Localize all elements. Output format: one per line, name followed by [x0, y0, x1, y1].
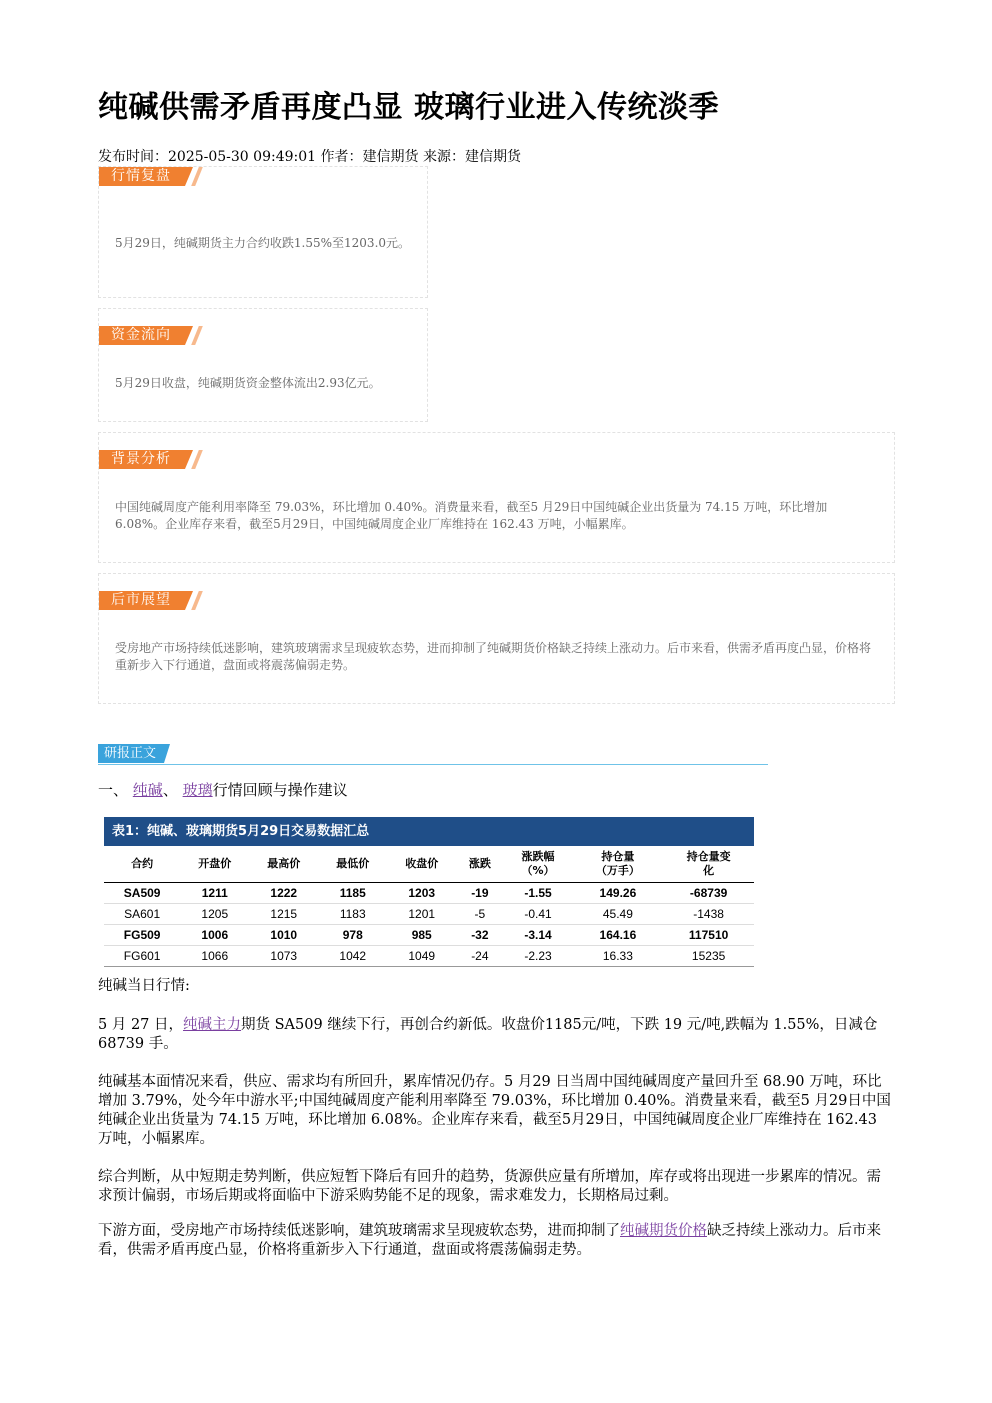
- col-header: 涨跌: [456, 846, 503, 883]
- card-text: 中国纯碱周度产能利用率降至 79.03%，环比增加 0.40%。消费量来看，截至5 月29日中国纯碱企业出货量为 74.15 万吨，环比增加 6.08%。企业库存来看，截至5月29日，中国纯碱周度企业厂库维持在 162.43 万吨，小幅累库。: [115, 500, 828, 531]
- cell: 117510: [663, 925, 754, 946]
- card-text: 5月29日收盘，纯碱期货资金整体流出2.93亿元。: [115, 376, 381, 390]
- p1-post: 期货 SA509 继续下行，再创合约新低。收盘价1185元/吨，下跌 19 元/吨,跌幅为 1.55%，日减仓 68739 手。: [98, 1017, 878, 1052]
- cell: 1010: [249, 925, 318, 946]
- body-paragraph-2: 纯碱基本面情况来看，供应、需求均有所回升，累库情况仍存。5 月29 日当周中国纯碱周度产量回升至 68.90 万吨，环比增加 3.79%，处今年中游水平;中国纯碱周度产能利用率降至 79.03%，环比增加 0.40%。消费量来看，截至5 月29日中国纯碱企业出货量为 74.15 万吨，环比增加 6.08%。企业库存来看，截至5月29日，中国纯碱周度企业厂库维持在 162.43 万吨，小幅累库。: [98, 1074, 891, 1147]
- cell: 164.16: [573, 925, 664, 946]
- cell: 1185: [318, 883, 387, 904]
- cell: -0.41: [504, 904, 573, 925]
- table-row: [104, 883, 754, 904]
- card-tag: 行情复盘: [99, 167, 185, 186]
- cell: 1222: [249, 883, 318, 904]
- cell: 978: [318, 925, 387, 946]
- cell: 1215: [249, 904, 318, 925]
- heading-suffix: 行情回顾与操作建议: [212, 781, 348, 799]
- cell: 1205: [180, 904, 249, 925]
- card-text: 5月29日，纯碱期货主力合约收跌1.55%至1203.0元。: [115, 236, 411, 250]
- trading-data-table: [104, 817, 754, 967]
- cell: 985: [387, 925, 456, 946]
- p4-post: 缺乏持续上涨动力。后市来看，供需矛盾再度凸显，价格将重新步入下行通道，盘面或将震荡偏弱走势。: [98, 1223, 881, 1258]
- col-header: 最高价: [249, 846, 318, 883]
- table-title: 表1：纯碱、玻璃期货5月29日交易数据汇总: [104, 817, 754, 846]
- col-header: 开盘价: [180, 846, 249, 883]
- article-meta: 发布时间：2025-05-30 09:49:01 作者：建信期货 来源：建信期货: [98, 149, 521, 165]
- col-header: 持仓量变 化: [663, 846, 754, 883]
- heading-sep: 、: [162, 781, 178, 799]
- cell: -19: [456, 883, 503, 904]
- cell: SA509: [104, 883, 180, 904]
- card-text: 受房地产市场持续低迷影响，建筑玻璃需求呈现疲软态势，进而抑制了纯碱期货价格缺乏持续上涨动力。后市来看，供需矛盾再度凸显，价格将重新步入下行通道，盘面或将震荡偏弱走势。: [115, 641, 872, 672]
- cell: 1201: [387, 904, 456, 925]
- card-outlook: [98, 573, 895, 704]
- table-row: [104, 946, 754, 967]
- card-tag: 资金流向: [99, 326, 185, 345]
- cell: 1049: [387, 946, 456, 967]
- cell: -32: [456, 925, 503, 946]
- cell: -2.23: [504, 946, 573, 967]
- page-title: 纯碱供需矛盾再度凸显 玻璃行业进入传统淡季: [98, 90, 719, 125]
- cell: 1042: [318, 946, 387, 967]
- card-tag: 后市展望: [99, 591, 185, 610]
- cell: 1066: [180, 946, 249, 967]
- cell: -1.55: [504, 883, 573, 904]
- col-header: 合约: [104, 846, 180, 883]
- col-header: 持仓量 （万手）: [573, 846, 664, 883]
- body-paragraph-3: 综合判断，从中短期走势判断，供应短暂下降后有回升的趋势，货源供应量有所增加，库存或将出现进一步累库的情况。需求预计偏弱，市场后期或将面临中下游采购势能不足的现象，需求难发力，长期格局过剩。: [98, 1169, 881, 1204]
- body-paragraph-1: [98, 1016, 894, 1054]
- data-table: [104, 846, 754, 967]
- cell: 1183: [318, 904, 387, 925]
- section-heading: [98, 780, 348, 800]
- link-soda-ash-price[interactable]: 纯碱期货价格: [620, 1223, 707, 1239]
- cell: FG509: [104, 925, 180, 946]
- section-tag: 研报正文: [98, 744, 164, 763]
- cell: 149.26: [573, 883, 664, 904]
- cell: SA601: [104, 904, 180, 925]
- table-row: [104, 904, 754, 925]
- col-header: 涨跌幅 （%）: [504, 846, 573, 883]
- cell: -24: [456, 946, 503, 967]
- col-header: 收盘价: [387, 846, 456, 883]
- section-header: [98, 744, 768, 765]
- cell: 16.33: [573, 946, 664, 967]
- cell: 1203: [387, 883, 456, 904]
- cell: 1073: [249, 946, 318, 967]
- cell: 1006: [180, 925, 249, 946]
- card-tag: 背景分析: [99, 450, 185, 469]
- cell: -3.14: [504, 925, 573, 946]
- cell: -1438: [663, 904, 754, 925]
- col-header: 最低价: [318, 846, 387, 883]
- card-background: [98, 432, 895, 563]
- body-paragraph-4: [98, 1222, 894, 1260]
- p4-pre: 下游方面，受房地产市场持续低迷影响，建筑玻璃需求呈现疲软态势，进而抑制了: [98, 1223, 620, 1239]
- link-soda-ash-main[interactable]: 纯碱主力: [183, 1017, 242, 1033]
- link-glass[interactable]: 玻璃: [182, 781, 213, 799]
- p1-pre: 5 月 27 日，: [98, 1017, 184, 1033]
- cell: -5: [456, 904, 503, 925]
- cell: 1211: [180, 883, 249, 904]
- table-header-row: [104, 846, 754, 883]
- card-market-review: [98, 166, 428, 298]
- cell: -68739: [663, 883, 754, 904]
- cell: 15235: [663, 946, 754, 967]
- link-soda-ash[interactable]: 纯碱: [132, 781, 163, 799]
- card-capital-flow: [98, 308, 428, 422]
- cell: 45.49: [573, 904, 664, 925]
- table-row: [104, 925, 754, 946]
- heading-prefix: 一、: [98, 781, 129, 799]
- cell: FG601: [104, 946, 180, 967]
- body-subhead: 纯碱当日行情:: [98, 978, 190, 994]
